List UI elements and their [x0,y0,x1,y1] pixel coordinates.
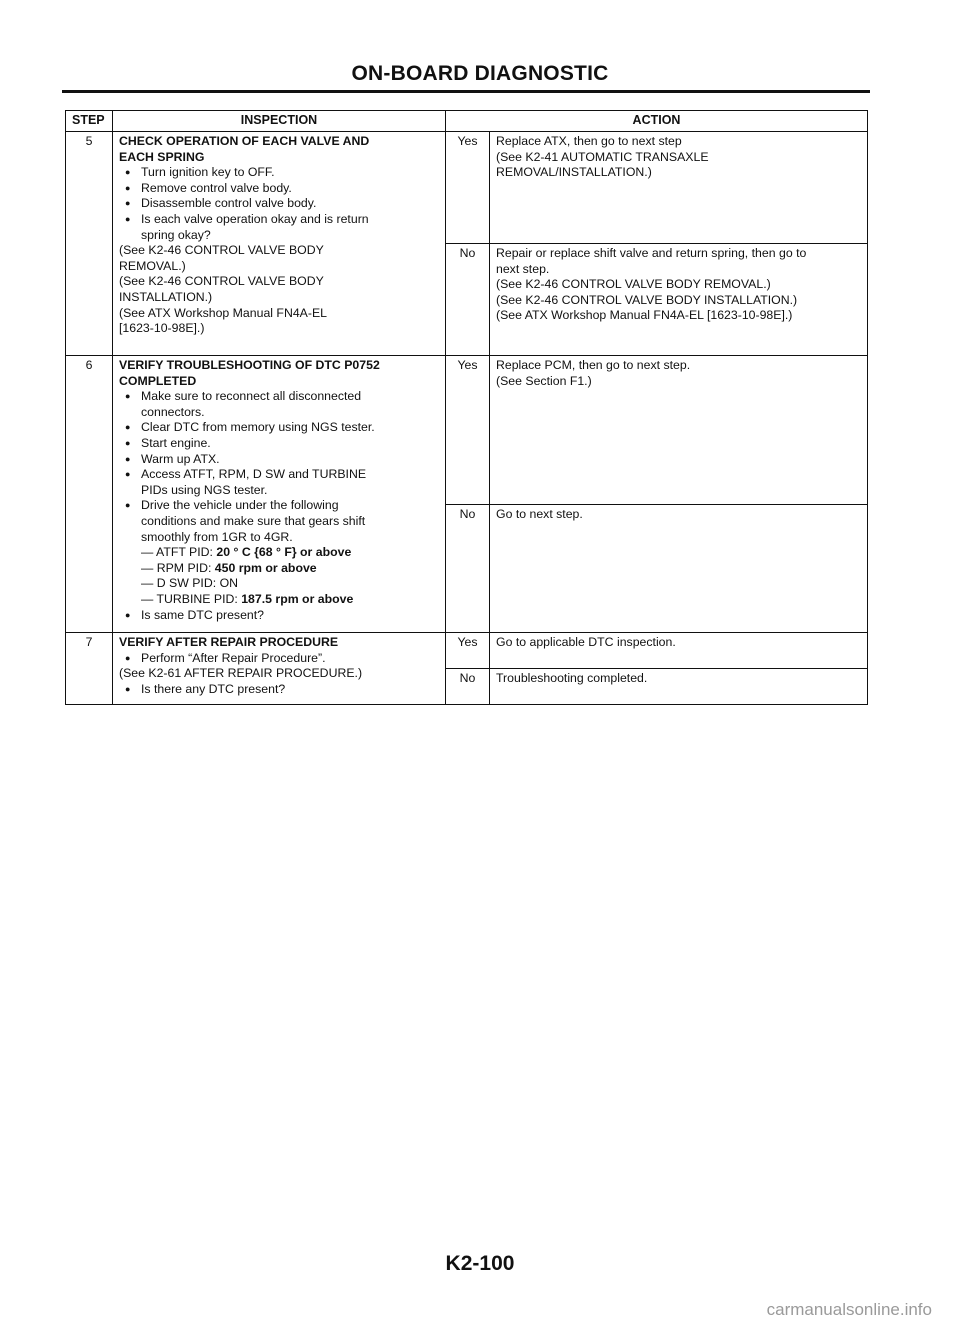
action-cell [490,505,868,633]
title-rule [62,90,870,93]
reference-text: (See K2-46 CONTROL VALVE BODY [119,243,324,258]
yes-label: Yes [446,633,490,669]
list-item: ● Warm up ATX. [119,452,439,468]
inspection-cell [113,633,446,705]
condition-line: — TURBINE PID: 187.5 rpm or above [141,591,354,606]
table-row [66,356,868,505]
reference-text: REMOVAL.) [119,258,186,273]
action-text: Replace ATX, then go to next step [496,134,682,148]
step-number: 7 [66,633,113,705]
action-cell [490,244,868,356]
col-step-header: STEP [66,111,113,132]
action-text: REMOVAL/INSTALLATION.) [496,165,652,180]
action-text: (See K2-46 CONTROL VALVE BODY REMOVAL.) [496,277,771,292]
condition-line: — D SW PID: ON [141,576,239,591]
step-number: 6 [66,356,113,633]
inspection-title: EACH SPRING [119,149,205,164]
action-text: (See K2-46 CONTROL VALVE BODY INSTALLATION.) [496,292,798,307]
table-row [66,132,868,244]
inspection-cell [113,356,446,633]
list-item: ● Perform “After Repair Procedure”. [119,651,439,667]
no-label: No [446,244,490,356]
action-cell [490,633,868,669]
watermark: carmanualsonline.info [766,1300,932,1319]
action-text: Replace PCM, then go to next step. [496,358,691,372]
action-cell [490,132,868,244]
reference-text: INSTALLATION.) [119,289,213,304]
action-text: Go to next step. [496,507,583,521]
action-text: (See K2-41 AUTOMATIC TRANSAXLE [496,149,709,164]
reference-text: [1623-10-98E].) [119,321,205,336]
table-header-row [66,111,868,132]
list-item: ● Turn ignition key to OFF. [119,165,439,181]
list-item: ● Is same DTC present? [119,608,439,624]
reference-text: (See K2-61 AFTER REPAIR PROCEDURE.) [119,666,363,681]
reference-text: (See K2-46 CONTROL VALVE BODY [119,274,324,289]
list-item: ● Drive the vehicle under the following conditions and make sure that gears shift smoothly from 1GR to 4GR. [119,498,439,545]
list-item: ● Remove control valve body. [119,181,439,197]
inspection-title: CHECK OPERATION OF EACH VALVE AND [119,134,370,148]
page-title: ON-BOARD DIAGNOSTIC [351,62,609,85]
col-action-header: ACTION [446,111,868,132]
condition-line: — RPM PID: 450 rpm or above [141,560,317,575]
list-item: ● Start engine. [119,436,439,452]
yes-label: Yes [446,356,490,505]
page-number: K2-100 [445,1252,515,1275]
inspection-title: VERIFY TROUBLESHOOTING OF DTC P0752 [119,358,380,372]
inspection-cell [113,132,446,356]
list-item: ● Access ATFT, RPM, D SW and TURBINE PIDs using NGS tester. [119,467,439,498]
action-text: Repair or replace shift valve and return spring, then go to [496,246,807,260]
action-text: (See ATX Workshop Manual FN4A-EL [1623-10-98E].) [496,308,793,323]
reference-text: (See ATX Workshop Manual FN4A-EL [119,305,327,320]
list-item: ● Make sure to reconnect all disconnected connectors. [119,389,439,420]
action-cell [490,356,868,505]
list-item: ● Clear DTC from memory using NGS tester. [119,420,439,436]
action-text: Troubleshooting completed. [496,671,648,685]
action-text: (See Section F1.) [496,373,592,388]
col-inspection-header: INSPECTION [113,111,446,132]
action-text: next step. [496,261,550,276]
inspection-title: COMPLETED [119,373,197,388]
condition-line: — ATFT PID: 20 ° C {68 ° F} or above [141,545,352,560]
no-label: No [446,505,490,633]
list-item: ● Is there any DTC present? [119,682,439,698]
action-cell [490,669,868,705]
step-number: 5 [66,132,113,356]
list-item: ● Disassemble control valve body. [119,196,439,212]
inspection-title: VERIFY AFTER REPAIR PROCEDURE [119,635,339,649]
no-label: No [446,669,490,705]
list-item: ● Is each valve operation okay and is return spring okay? [119,212,439,243]
diagnostic-table [65,110,868,705]
table-row [66,633,868,669]
action-text: Go to applicable DTC inspection. [496,635,676,649]
yes-label: Yes [446,132,490,244]
